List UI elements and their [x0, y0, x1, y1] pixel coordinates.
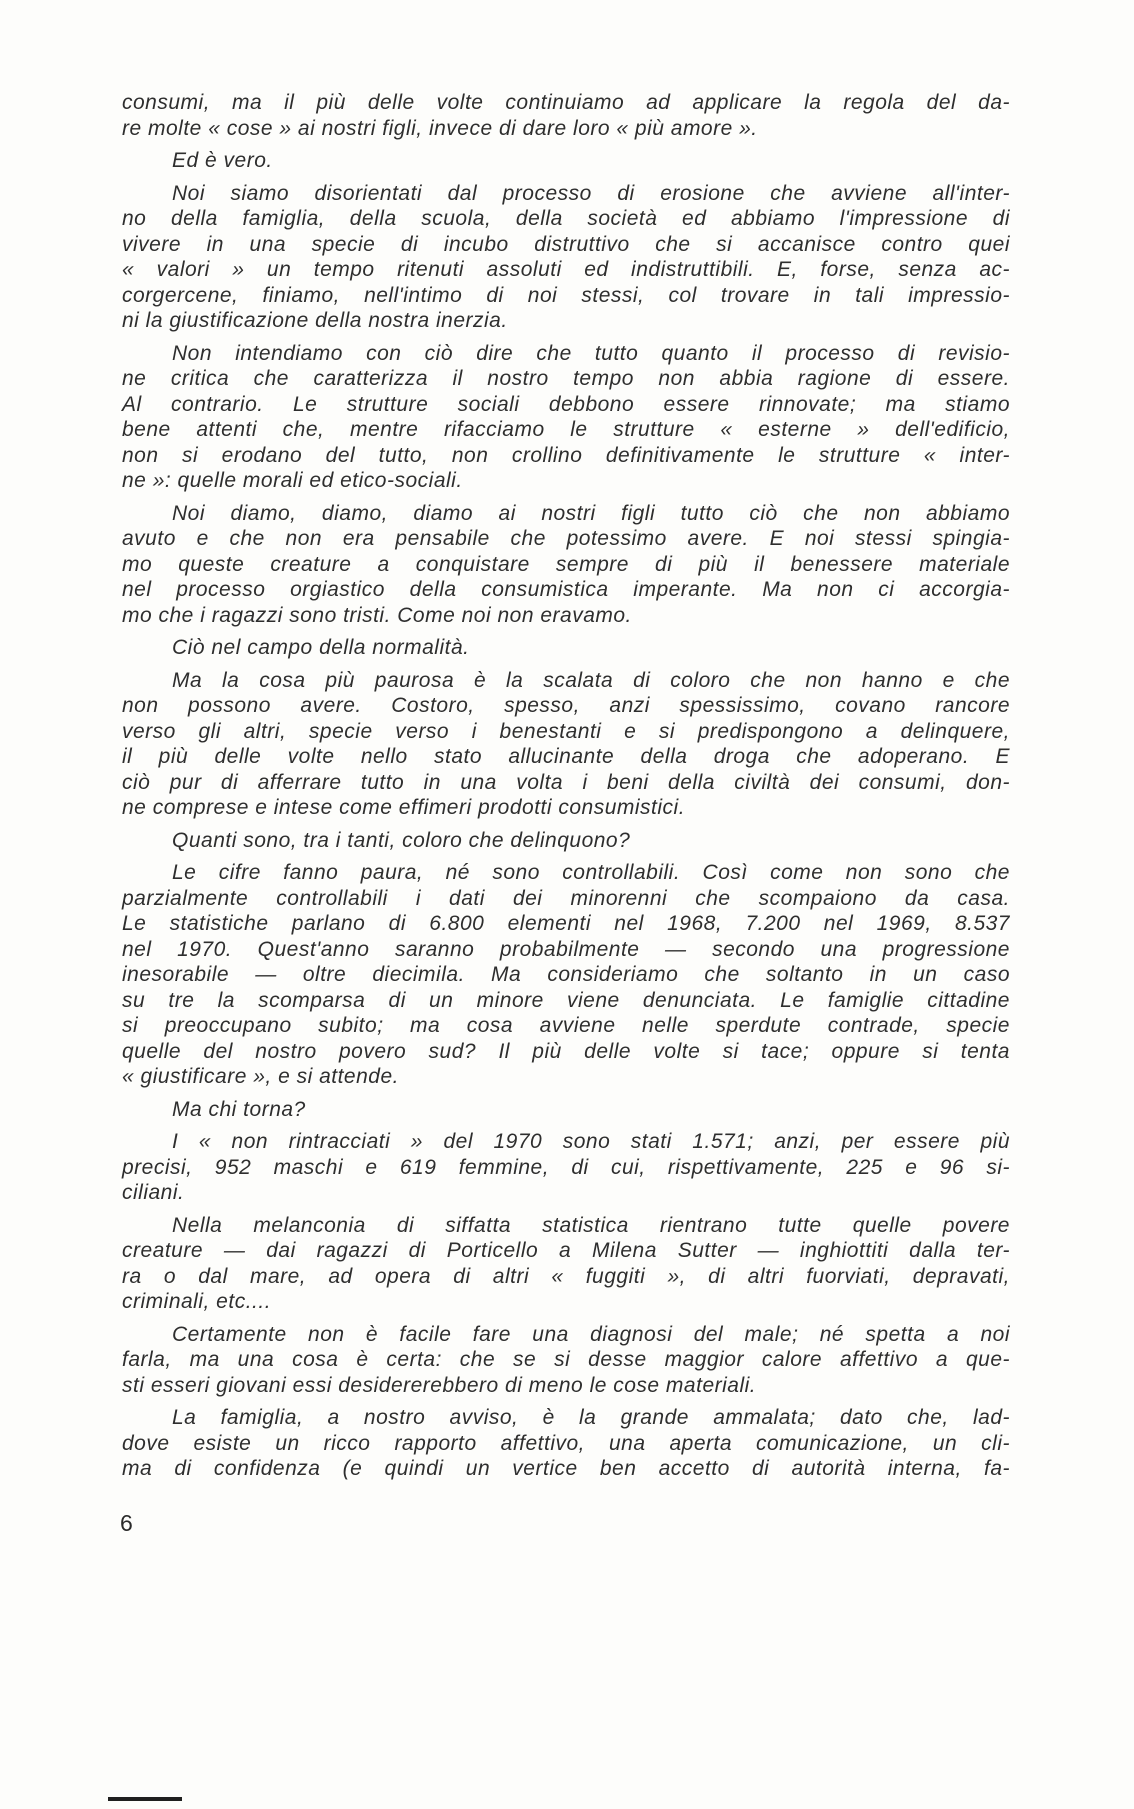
paragraph — [122, 181, 1010, 334]
text-line: Quanti sono, tra i tanti, coloro che delinquono? — [172, 828, 631, 852]
text-line: bene attenti che, mentre rifacciamo le strutture « esterne » dell'edificio, — [122, 418, 1010, 441]
text-line: consumi, ma il più delle volte continuiamo ad applicare la regola del da- — [122, 91, 1010, 114]
paragraph — [122, 148, 1010, 174]
text-line: Non intendiamo con ciò dire che tutto quanto il processo di revisio- — [172, 341, 1010, 365]
text-line: dove esiste un ricco rapporto affettivo, una aperta comunicazione, un cli- — [122, 1431, 1010, 1455]
paragraph — [122, 668, 1010, 821]
text-line: creature — dai ragazzi di Porticello a Milena Sutter — inghiottiti dalla ter- — [122, 1239, 1010, 1262]
text-line: « valori » un tempo ritenuti assoluti ed indistruttibili. E, forse, senza ac- — [122, 258, 1010, 281]
text-line: inesorabile — oltre diecimila. Ma consideriamo che soltanto in un caso — [122, 963, 1010, 986]
paragraph — [122, 635, 1010, 661]
text-line: il più delle volte nello stato allucinante della droga che adoperano. E — [122, 745, 1010, 768]
paragraph — [122, 860, 1010, 1090]
text-line: Ma chi torna? — [172, 1097, 306, 1121]
paragraph — [122, 1097, 1010, 1123]
text-line: I « non rintracciati » del 1970 sono stati 1.571; anzi, per essere più — [172, 1130, 1010, 1153]
page-number: 6 — [120, 1510, 133, 1536]
text-line: non si erodano del tutto, non crollino definitivamente le strutture « inter- — [122, 443, 1010, 467]
text-line: ma di confidenza (e quindi un vertice ben accetto di autorità interna, fa- — [122, 1457, 1010, 1480]
paragraph — [122, 341, 1010, 494]
text-line: su tre la scomparsa di un minore viene denunciata. Le famiglie cittadine — [122, 988, 1010, 1012]
text-line: vivere in una specie di incubo distruttivo che si accanisce contro quei — [122, 232, 1010, 256]
text-line: parzialmente controllabili i dati dei minorenni che scompaiono da casa. — [122, 886, 1010, 910]
text-line: no della famiglia, della scuola, della società ed abbiamo l'impressione di — [122, 207, 1010, 230]
text-line: ne »: quelle morali ed etico-sociali. — [122, 469, 463, 492]
text-line: Ma la cosa più paurosa è la scalata di coloro che non hanno e che — [172, 668, 1010, 692]
text-line: nel processo orgiastico della consumistica imperante. Ma non ci accorgia- — [122, 578, 1010, 601]
text-line: corgercene, finiamo, nell'intimo di noi stessi, col trovare in tali impressio- — [122, 283, 1010, 307]
text-line: Noi diamo, diamo, diamo ai nostri figli tutto ciò che non abbiamo — [172, 501, 1010, 525]
text-line: quelle del nostro povero sud? Il più delle volte si tace; oppure si tenta — [122, 1039, 1010, 1063]
paragraph — [122, 501, 1010, 629]
text-line: Nella melanconia di siffatta statistica rientrano tutte quelle povere — [172, 1213, 1010, 1237]
paragraph — [122, 90, 1010, 141]
text-line: Al contrario. Le strutture sociali debbono essere rinnovate; ma stiamo — [122, 392, 1010, 416]
text-line: ciliani. — [122, 1181, 185, 1204]
text-line: mo queste creature a conquistare sempre di più il benessere materiale — [122, 552, 1010, 576]
text-line: Ciò nel campo della normalità. — [172, 636, 470, 659]
text-line: ni la giustificazione della nostra inerzia. — [122, 309, 508, 332]
text-line: Certamente non è facile fare una diagnosi del male; né spetta a noi — [172, 1322, 1010, 1346]
paragraph — [122, 1213, 1010, 1315]
text-line: ne comprese e intese come effimeri prodotti consumistici. — [122, 796, 686, 819]
text-line: ne critica che caratterizza il nostro tempo non abbia ragione di essere. — [122, 367, 1010, 390]
text-line: avuto e che non era pensabile che potessimo avere. E noi stessi spingia- — [122, 527, 1010, 550]
scan-edge-mark — [108, 1797, 182, 1801]
text-line: nel 1970. Quest'anno saranno probabilmente — secondo una progressione — [122, 937, 1010, 961]
paragraph — [122, 828, 1010, 854]
text-line: mo che i ragazzi sono tristi. Come noi non eravamo. — [122, 603, 632, 627]
paragraph — [122, 1129, 1010, 1206]
text-line: si preoccupano subito; ma cosa avviene nelle sperdute contrade, specie — [122, 1014, 1010, 1037]
text-line: La famiglia, a nostro avviso, è la grande ammalata; dato che, lad- — [172, 1406, 1010, 1429]
text-line: ciò pur di afferrare tutto in una volta i beni della civiltà dei consumi, don- — [122, 770, 1010, 794]
page-body — [122, 90, 1010, 1482]
text-line: criminali, etc.... — [122, 1290, 272, 1313]
paragraph — [122, 1405, 1010, 1482]
text-line: Ed è vero. — [172, 149, 273, 172]
paragraph — [122, 1322, 1010, 1399]
text-line: non possono avere. Costoro, spesso, anzi spessissimo, covano rancore — [122, 694, 1010, 717]
text-line: « giustificare », e si attende. — [122, 1065, 399, 1088]
text-line: re molte « cose » ai nostri figli, invece di dare loro « più amore ». — [122, 116, 758, 140]
text-line: precisi, 952 maschi e 619 femmine, di cui, rispettivamente, 225 e 96 si- — [122, 1155, 1010, 1179]
text-line: Le statistiche parlano di 6.800 elementi nel 1968, 7.200 nel 1969, 8.537 — [122, 912, 1010, 935]
text-line: verso gli altri, specie verso i benestanti e si predispongono a delinquere, — [122, 719, 1010, 743]
text-line: Noi siamo disorientati dal processo di erosione che avviene all'inter- — [172, 181, 1010, 205]
text-line: Le cifre fanno paura, né sono controllabili. Così come non sono che — [172, 861, 1010, 884]
text-line: farla, ma una cosa è certa: che se si desse maggior calore affettivo a que- — [122, 1348, 1010, 1371]
text-line: sti esseri giovani essi desidererebbero di meno le cose materiali. — [122, 1373, 757, 1397]
text-line: ra o dal mare, ad opera di altri « fuggiti », di altri fuorviati, depravati, — [122, 1264, 1010, 1288]
